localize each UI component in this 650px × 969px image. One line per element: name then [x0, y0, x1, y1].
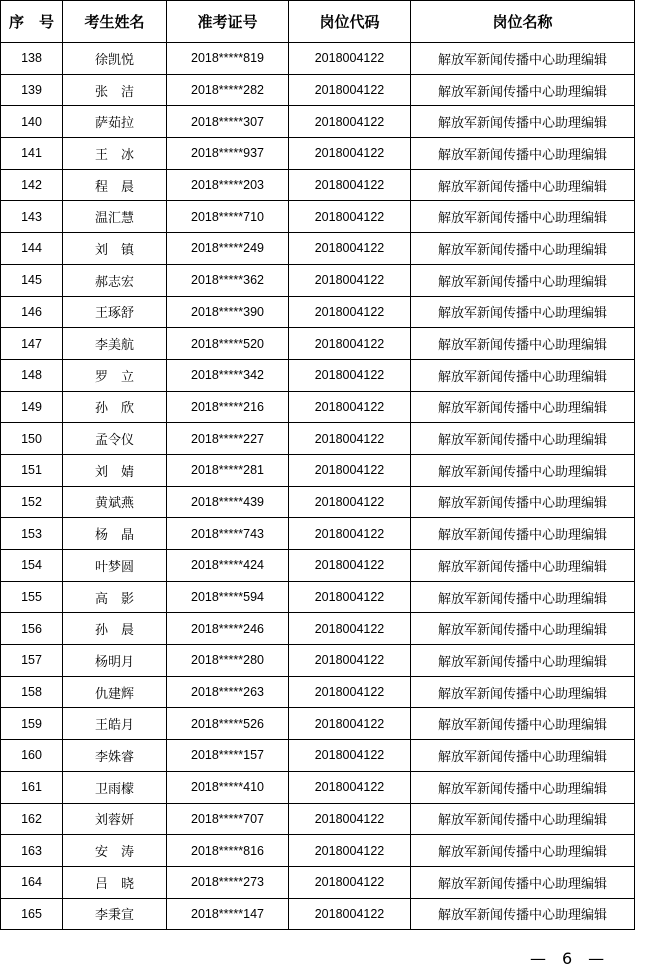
cell-name: 张 洁	[63, 74, 167, 106]
cell-index: 163	[1, 835, 63, 867]
cell-exam-id: 2018*****362	[167, 264, 289, 296]
cell-exam-id: 2018*****157	[167, 740, 289, 772]
cell-position-code: 2018004122	[289, 898, 411, 930]
cell-exam-id: 2018*****147	[167, 898, 289, 930]
table-row	[1, 803, 635, 835]
cell-exam-id: 2018*****282	[167, 74, 289, 106]
cell-name: 刘 婧	[63, 454, 167, 486]
cell-position-code: 2018004122	[289, 803, 411, 835]
table-body	[1, 43, 635, 930]
cell-exam-id: 2018*****937	[167, 138, 289, 170]
cell-position-name: 解放军新闻传播中心助理编辑	[411, 645, 635, 677]
cell-index: 156	[1, 613, 63, 645]
cell-position-name: 解放军新闻传播中心助理编辑	[411, 835, 635, 867]
cell-name: 郝志宏	[63, 264, 167, 296]
cell-position-code: 2018004122	[289, 264, 411, 296]
cell-position-name: 解放军新闻传播中心助理编辑	[411, 740, 635, 772]
table-row	[1, 613, 635, 645]
cell-position-name: 解放军新闻传播中心助理编辑	[411, 74, 635, 106]
cell-exam-id: 2018*****307	[167, 106, 289, 138]
cell-position-name: 解放军新闻传播中心助理编辑	[411, 328, 635, 360]
table-row	[1, 423, 635, 455]
cell-position-code: 2018004122	[289, 518, 411, 550]
cell-name: 萨茹拉	[63, 106, 167, 138]
table-row	[1, 708, 635, 740]
cell-name: 王琢舒	[63, 296, 167, 328]
cell-index: 142	[1, 169, 63, 201]
cell-index: 153	[1, 518, 63, 550]
cell-position-code: 2018004122	[289, 359, 411, 391]
cell-index: 138	[1, 43, 63, 75]
cell-index: 157	[1, 645, 63, 677]
table-row	[1, 233, 635, 265]
cell-position-code: 2018004122	[289, 233, 411, 265]
page-number: — 6 —	[530, 949, 605, 968]
cell-position-name: 解放军新闻传播中心助理编辑	[411, 581, 635, 613]
cell-index: 160	[1, 740, 63, 772]
cell-exam-id: 2018*****410	[167, 771, 289, 803]
cell-name: 李秉宣	[63, 898, 167, 930]
cell-name: 罗 立	[63, 359, 167, 391]
cell-position-name: 解放军新闻传播中心助理编辑	[411, 866, 635, 898]
cell-position-code: 2018004122	[289, 43, 411, 75]
cell-name: 刘蓉妍	[63, 803, 167, 835]
table-row	[1, 106, 635, 138]
table-row	[1, 74, 635, 106]
cell-position-code: 2018004122	[289, 423, 411, 455]
cell-exam-id: 2018*****246	[167, 613, 289, 645]
table-row	[1, 518, 635, 550]
cell-position-name: 解放军新闻传播中心助理编辑	[411, 264, 635, 296]
table-row	[1, 138, 635, 170]
cell-index: 139	[1, 74, 63, 106]
cell-position-name: 解放军新闻传播中心助理编辑	[411, 296, 635, 328]
cell-position-name: 解放军新闻传播中心助理编辑	[411, 486, 635, 518]
cell-index: 162	[1, 803, 63, 835]
cell-exam-id: 2018*****280	[167, 645, 289, 677]
cell-name: 孙 晨	[63, 613, 167, 645]
cell-position-name: 解放军新闻传播中心助理编辑	[411, 898, 635, 930]
cell-position-code: 2018004122	[289, 296, 411, 328]
cell-position-code: 2018004122	[289, 676, 411, 708]
cell-name: 卫雨檬	[63, 771, 167, 803]
cell-exam-id: 2018*****743	[167, 518, 289, 550]
cell-index: 147	[1, 328, 63, 360]
table-row	[1, 898, 635, 930]
cell-name: 吕 晓	[63, 866, 167, 898]
cell-position-name: 解放军新闻传播中心助理编辑	[411, 106, 635, 138]
cell-exam-id: 2018*****710	[167, 201, 289, 233]
cell-position-code: 2018004122	[289, 550, 411, 582]
cell-position-name: 解放军新闻传播中心助理编辑	[411, 771, 635, 803]
cell-position-code: 2018004122	[289, 201, 411, 233]
table-row	[1, 328, 635, 360]
cell-index: 148	[1, 359, 63, 391]
table-row	[1, 359, 635, 391]
cell-name: 杨 晶	[63, 518, 167, 550]
cell-name: 刘 镇	[63, 233, 167, 265]
header-exam-id: 准考证号	[167, 1, 289, 43]
cell-exam-id: 2018*****439	[167, 486, 289, 518]
cell-position-name: 解放军新闻传播中心助理编辑	[411, 676, 635, 708]
cell-name: 李美航	[63, 328, 167, 360]
cell-name: 安 涛	[63, 835, 167, 867]
table-row	[1, 866, 635, 898]
header-name: 考生姓名	[63, 1, 167, 43]
cell-position-code: 2018004122	[289, 138, 411, 170]
cell-name: 孙 欣	[63, 391, 167, 423]
cell-position-name: 解放军新闻传播中心助理编辑	[411, 518, 635, 550]
cell-name: 叶梦圆	[63, 550, 167, 582]
table-row	[1, 550, 635, 582]
table-row	[1, 264, 635, 296]
table-row	[1, 835, 635, 867]
cell-exam-id: 2018*****816	[167, 835, 289, 867]
cell-position-name: 解放军新闻传播中心助理编辑	[411, 550, 635, 582]
cell-name: 杨明月	[63, 645, 167, 677]
cell-position-name: 解放军新闻传播中心助理编辑	[411, 201, 635, 233]
cell-index: 159	[1, 708, 63, 740]
cell-index: 140	[1, 106, 63, 138]
cell-position-name: 解放军新闻传播中心助理编辑	[411, 454, 635, 486]
header-index: 序 号	[1, 1, 63, 43]
table-row	[1, 740, 635, 772]
cell-position-name: 解放军新闻传播中心助理编辑	[411, 423, 635, 455]
cell-position-code: 2018004122	[289, 835, 411, 867]
cell-position-code: 2018004122	[289, 486, 411, 518]
cell-name: 高 影	[63, 581, 167, 613]
table-row	[1, 676, 635, 708]
table-row	[1, 391, 635, 423]
cell-name: 徐凯悦	[63, 43, 167, 75]
cell-index: 161	[1, 771, 63, 803]
cell-index: 151	[1, 454, 63, 486]
cell-position-name: 解放军新闻传播中心助理编辑	[411, 708, 635, 740]
cell-position-code: 2018004122	[289, 328, 411, 360]
table-row	[1, 771, 635, 803]
cell-position-code: 2018004122	[289, 581, 411, 613]
table-row	[1, 581, 635, 613]
cell-exam-id: 2018*****390	[167, 296, 289, 328]
table-header-row	[1, 1, 635, 43]
cell-position-code: 2018004122	[289, 391, 411, 423]
cell-exam-id: 2018*****819	[167, 43, 289, 75]
cell-position-code: 2018004122	[289, 645, 411, 677]
cell-name: 仇建辉	[63, 676, 167, 708]
header-position-name: 岗位名称	[411, 1, 635, 43]
cell-index: 152	[1, 486, 63, 518]
cell-exam-id: 2018*****216	[167, 391, 289, 423]
cell-position-name: 解放军新闻传播中心助理编辑	[411, 359, 635, 391]
cell-position-code: 2018004122	[289, 708, 411, 740]
cell-position-code: 2018004122	[289, 454, 411, 486]
cell-index: 164	[1, 866, 63, 898]
table-row	[1, 645, 635, 677]
cell-exam-id: 2018*****526	[167, 708, 289, 740]
table-row	[1, 296, 635, 328]
cell-position-code: 2018004122	[289, 74, 411, 106]
cell-exam-id: 2018*****203	[167, 169, 289, 201]
cell-name: 温汇慧	[63, 201, 167, 233]
cell-index: 155	[1, 581, 63, 613]
cell-position-code: 2018004122	[289, 866, 411, 898]
cell-exam-id: 2018*****227	[167, 423, 289, 455]
cell-index: 141	[1, 138, 63, 170]
cell-name: 孟令仪	[63, 423, 167, 455]
cell-name: 黄斌燕	[63, 486, 167, 518]
cell-exam-id: 2018*****342	[167, 359, 289, 391]
cell-index: 145	[1, 264, 63, 296]
cell-index: 146	[1, 296, 63, 328]
cell-exam-id: 2018*****594	[167, 581, 289, 613]
cell-index: 165	[1, 898, 63, 930]
cell-index: 143	[1, 201, 63, 233]
cell-exam-id: 2018*****281	[167, 454, 289, 486]
cell-position-name: 解放军新闻传播中心助理编辑	[411, 43, 635, 75]
cell-position-name: 解放军新闻传播中心助理编辑	[411, 803, 635, 835]
cell-position-code: 2018004122	[289, 613, 411, 645]
cell-name: 王 冰	[63, 138, 167, 170]
cell-exam-id: 2018*****707	[167, 803, 289, 835]
cell-position-code: 2018004122	[289, 169, 411, 201]
cell-index: 154	[1, 550, 63, 582]
cell-name: 程 晨	[63, 169, 167, 201]
cell-position-name: 解放军新闻传播中心助理编辑	[411, 169, 635, 201]
cell-index: 150	[1, 423, 63, 455]
cell-name: 李姝睿	[63, 740, 167, 772]
cell-position-code: 2018004122	[289, 106, 411, 138]
header-position-code: 岗位代码	[289, 1, 411, 43]
cell-position-code: 2018004122	[289, 771, 411, 803]
cell-exam-id: 2018*****273	[167, 866, 289, 898]
cell-index: 144	[1, 233, 63, 265]
cell-exam-id: 2018*****263	[167, 676, 289, 708]
table-row	[1, 201, 635, 233]
cell-exam-id: 2018*****520	[167, 328, 289, 360]
cell-position-name: 解放军新闻传播中心助理编辑	[411, 391, 635, 423]
cell-exam-id: 2018*****249	[167, 233, 289, 265]
table-row	[1, 169, 635, 201]
cell-exam-id: 2018*****424	[167, 550, 289, 582]
table-row	[1, 43, 635, 75]
cell-index: 149	[1, 391, 63, 423]
cell-position-name: 解放军新闻传播中心助理编辑	[411, 233, 635, 265]
cell-name: 王皓月	[63, 708, 167, 740]
cell-position-name: 解放军新闻传播中心助理编辑	[411, 138, 635, 170]
table-row	[1, 486, 635, 518]
cell-index: 158	[1, 676, 63, 708]
table-row	[1, 454, 635, 486]
cell-position-code: 2018004122	[289, 740, 411, 772]
cell-position-name: 解放军新闻传播中心助理编辑	[411, 613, 635, 645]
